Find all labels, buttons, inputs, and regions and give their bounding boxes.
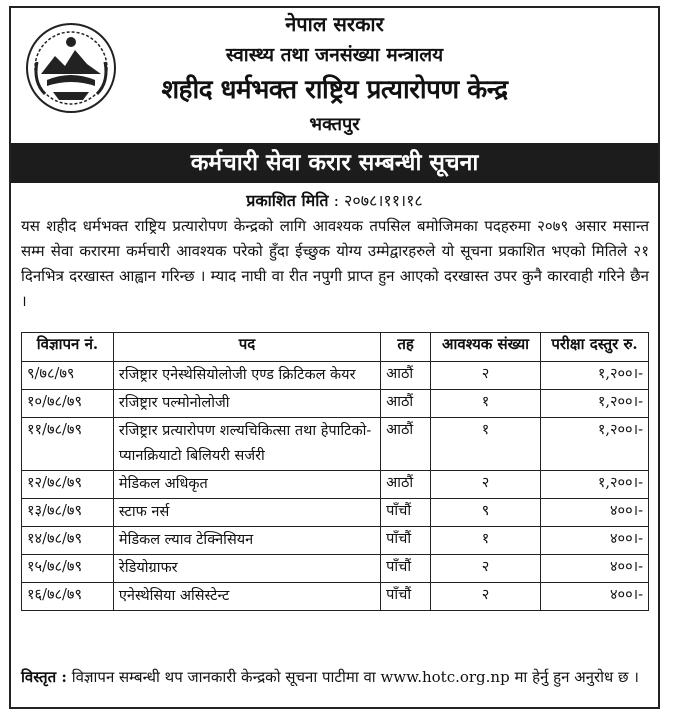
table-row [22, 418, 649, 471]
post-name: मेडिकल ल्याव टेक्निसियन [113, 527, 380, 555]
published-label: प्रकाशित मिति [246, 191, 329, 210]
location-title: भक्तपुर [309, 114, 360, 135]
post-level: पाँचौं [381, 583, 431, 611]
post-level: आठौं [381, 471, 431, 499]
vacancy-table [21, 332, 649, 611]
required-count: ९ [431, 499, 541, 527]
exam-fee: ४००।- [541, 527, 649, 555]
required-count: २ [431, 583, 541, 611]
footer-label: विस्तृत : [21, 668, 67, 686]
post-name: स्टाफ नर्स [113, 499, 380, 527]
exam-fee: १,२००।- [541, 418, 649, 471]
required-count: १ [431, 390, 541, 418]
ad-number: ९/७८/७९ [22, 362, 114, 390]
header-exam-fee: परीक्षा दस्तुर रु. [541, 333, 649, 362]
post-level: पाँचौं [381, 499, 431, 527]
table-row [22, 499, 649, 527]
published-value: : २०७८।११।१८ [333, 191, 423, 210]
required-count: २ [431, 362, 541, 390]
post-name: रजिष्ट्रार प्रत्यारोपण शल्यचिकित्सा तथा हेपाटिको-प्यानक्रियाटो बिलियरी सर्जरी [113, 418, 380, 471]
published-date [11, 189, 658, 211]
post-name: मेडिकल अधिकृत [113, 471, 380, 499]
header-level: तह [381, 333, 431, 362]
exam-fee: ४००।- [541, 499, 649, 527]
ministry-title: स्वास्थ्य तथा जनसंख्या मन्त्रालय [225, 44, 444, 66]
government-title: नेपाल सरकार [285, 12, 384, 36]
ad-number: १३/७८/७९ [22, 499, 114, 527]
notice-banner: कर्मचारी सेवा करार सम्बन्धी सूचना [11, 143, 658, 183]
ad-number: १०/७८/७९ [22, 390, 114, 418]
footer-note [21, 665, 651, 690]
table-row [22, 583, 649, 611]
ad-number: १२/७८/७९ [22, 471, 114, 499]
exam-fee: ४००।- [541, 555, 649, 583]
table-row [22, 555, 649, 583]
required-count: १ [431, 418, 541, 471]
table-row [22, 471, 649, 499]
header [11, 8, 658, 138]
ad-number: १६/७८/७९ [22, 583, 114, 611]
header-post: पद [113, 333, 380, 362]
exam-fee: १,२००।- [541, 390, 649, 418]
post-name: रजिष्ट्रार पल्मोनोलोजी [113, 390, 380, 418]
required-count: २ [431, 555, 541, 583]
notice-frame [9, 6, 660, 709]
intro-paragraph: यस शहीद धर्मभक्त राष्ट्रिय प्रत्यारोपण केन्द्रको लागि आवश्यक तपसिल बमोजिमका पदहरुमा २०७९ असार मसान्त सम्म सेवा करारमा कर्मचारी आवश्यक परेको हुँदा ईच्छुक योग्य उम्मेद्वारहरुले यो सूचना प्रकाशित भएको मितिले २१ दिनभित्र दरखास्त आह्वान गरिन्छ । म्याद नाघी वा रीत नपुगी प्राप्त हुन आएको दरखास्त उपर कुनै कारवाही गरिने छैन । [21, 217, 649, 310]
table-row [22, 527, 649, 555]
header-ad-number: विज्ञापन नं. [22, 333, 114, 362]
exam-fee: १,२००।- [541, 362, 649, 390]
required-count: १ [431, 527, 541, 555]
table-row [22, 390, 649, 418]
post-level: आठौं [381, 362, 431, 390]
post-level: आठौं [381, 390, 431, 418]
center-title: शहीद धर्मभक्त राष्ट्रिय प्रत्यारोपण केन्द्र [161, 75, 508, 105]
ad-number: ११/७८/७९ [22, 418, 114, 471]
table-header-row [22, 333, 649, 362]
post-level: पाँचौं [381, 555, 431, 583]
required-count: २ [431, 471, 541, 499]
post-name: रेडियोग्राफर [113, 555, 380, 583]
table-row [22, 362, 649, 390]
post-level: आठौं [381, 418, 431, 471]
post-name: रजिष्ट्रार एनेस्थेसियोलोजी एण्ड क्रिटिकल केयर [113, 362, 380, 390]
post-name: एनेस्थेसिया असिस्टेन्ट [113, 583, 380, 611]
ad-number: १४/७८/७९ [22, 527, 114, 555]
footer-text: विज्ञापन सम्बन्धी थप जानकारी केन्द्रको सूचना पाटीमा वा www.hotc.org.np मा हेर्नु हुन अनुरोध छ । [71, 668, 639, 686]
exam-fee: १,२००।- [541, 471, 649, 499]
post-level: पाँचौं [381, 527, 431, 555]
ad-number: १५/७८/७९ [22, 555, 114, 583]
header-required-count: आवश्यक संख्या [431, 333, 541, 362]
exam-fee: ४००।- [541, 583, 649, 611]
